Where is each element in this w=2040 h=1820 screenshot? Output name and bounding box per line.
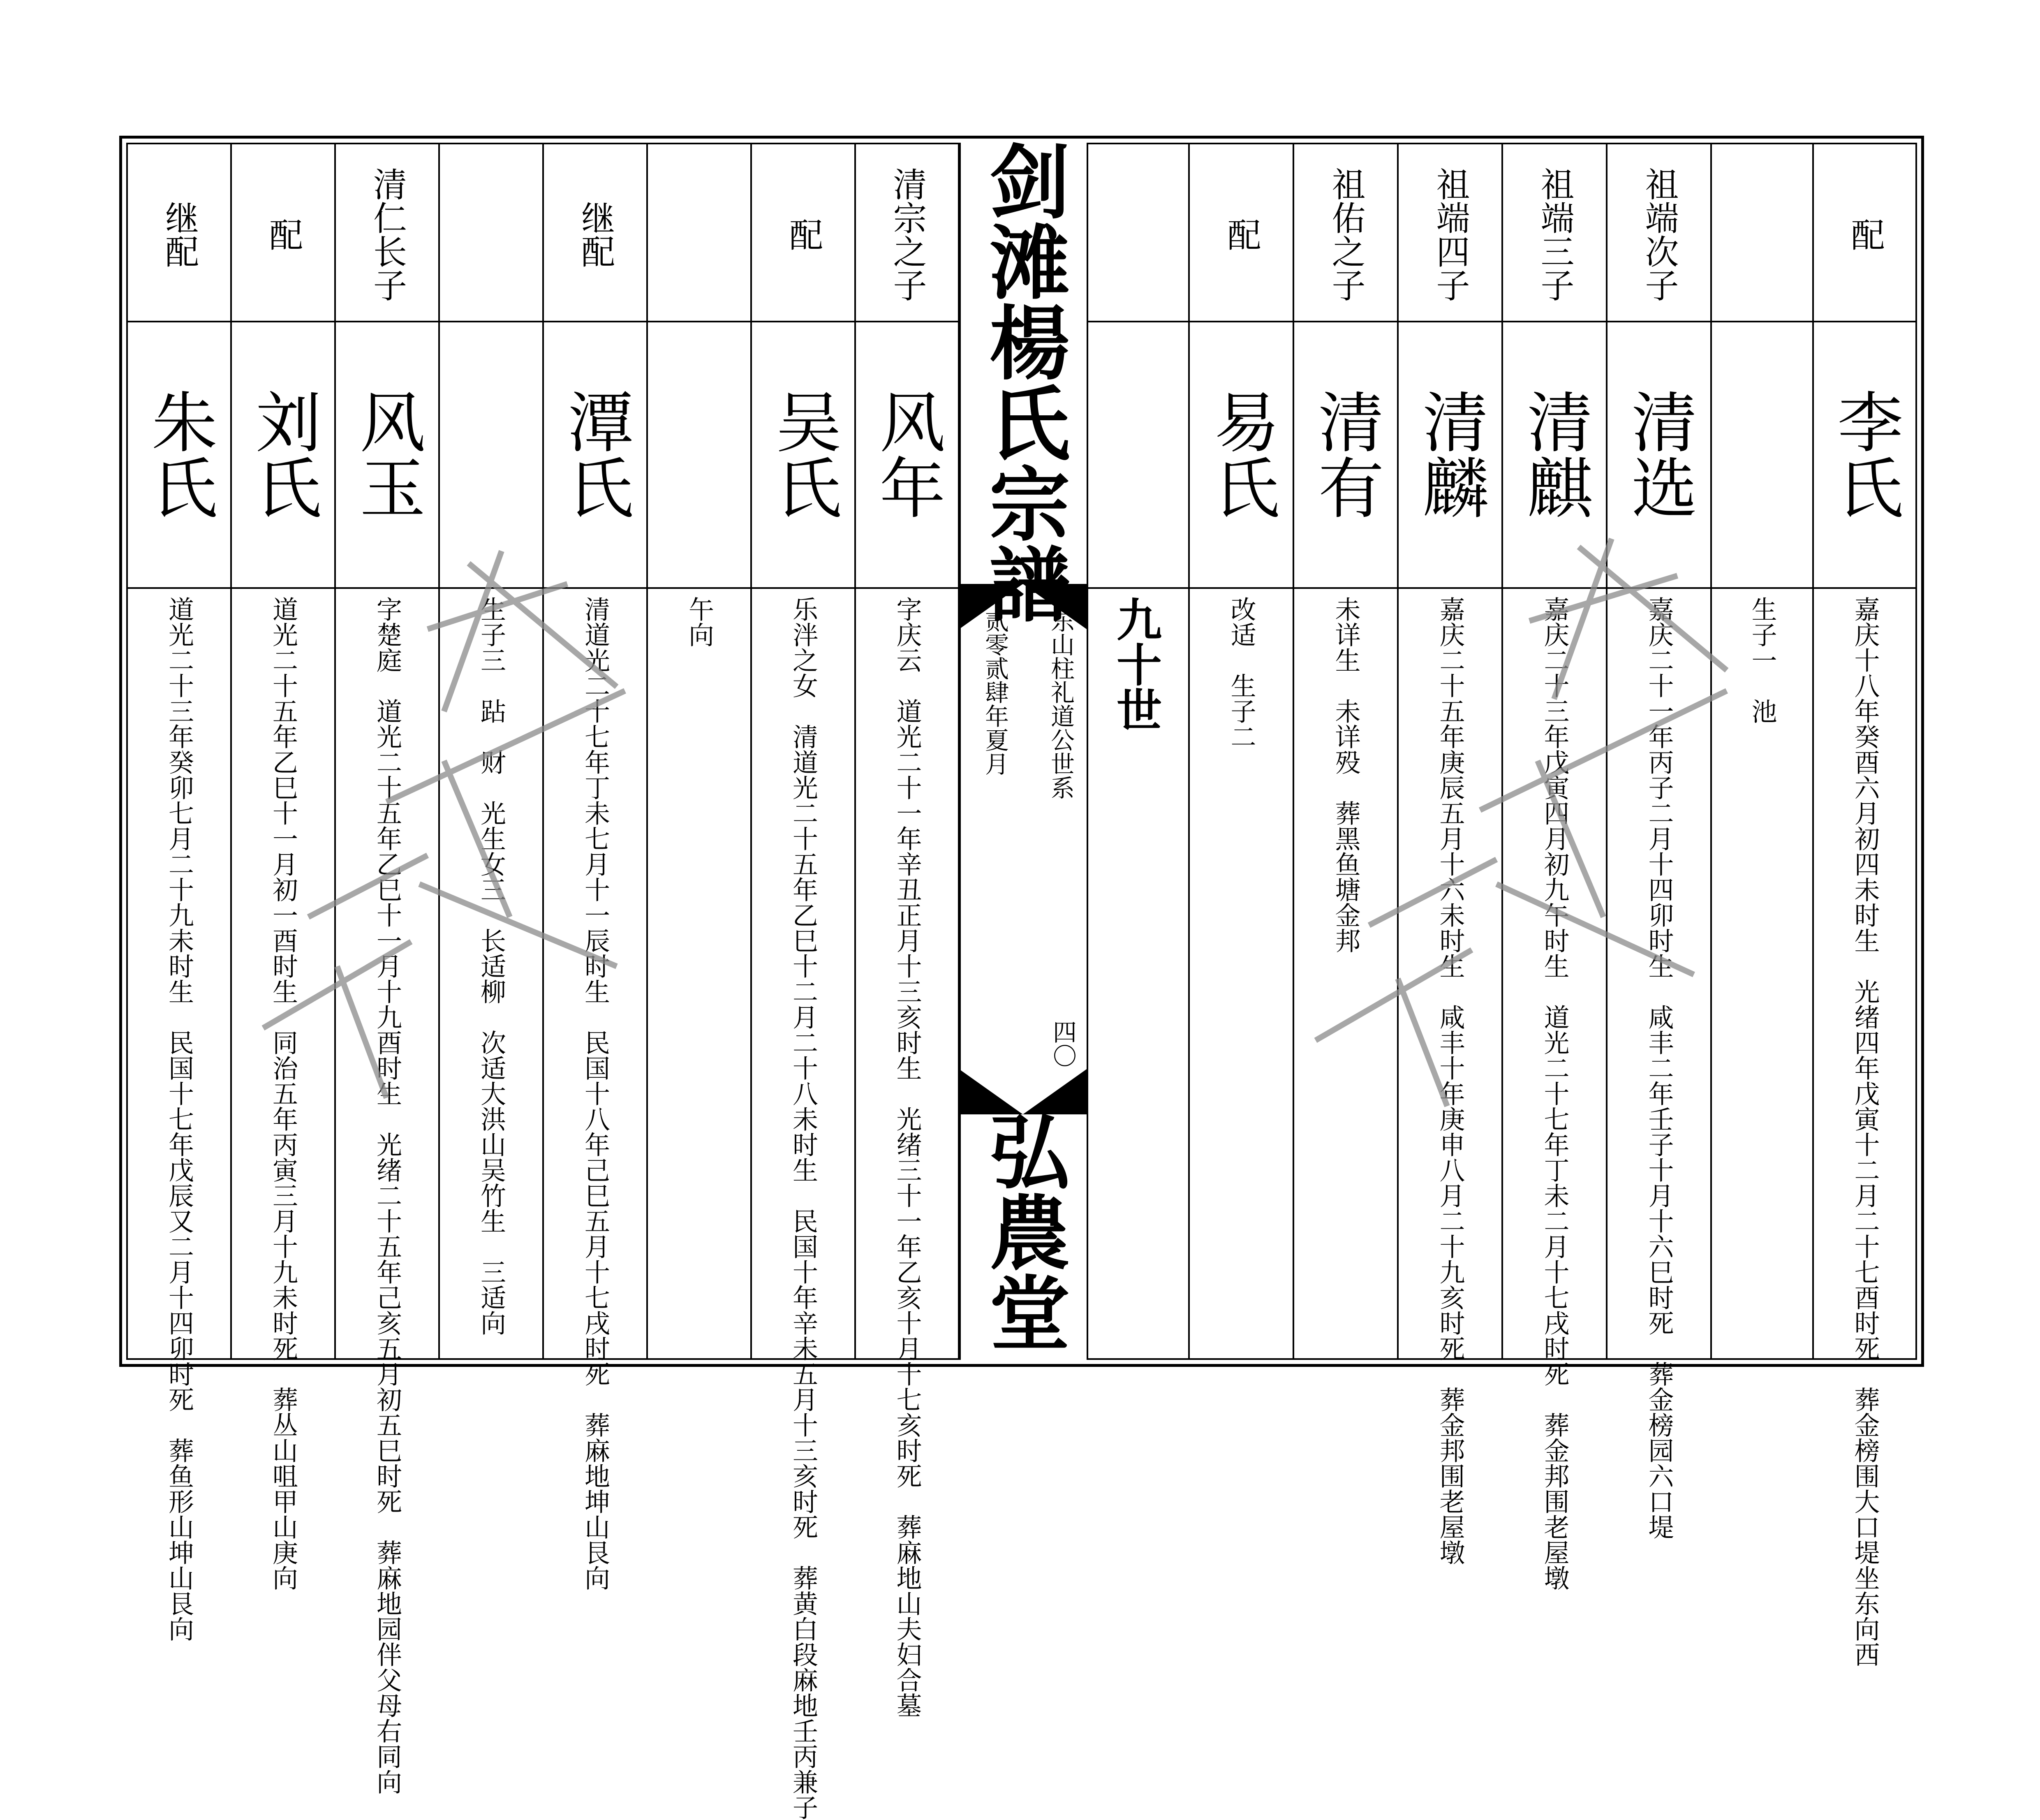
column-name: 清选 — [1620, 388, 1698, 520]
column-role — [1712, 148, 1812, 321]
column-role: 清仁长子 — [368, 167, 407, 302]
column-name: 李氏 — [1826, 388, 1904, 520]
spine-date: 贰零贰肆年夏月 — [981, 609, 1009, 776]
spine-branch: 东山柱礼道公世系 — [1047, 609, 1075, 799]
column-name: 清有 — [1307, 388, 1384, 520]
column-name: 风年 — [868, 388, 946, 520]
column-role — [648, 148, 750, 321]
column-role: 配 — [784, 218, 823, 251]
column-note: 生子三 跕 财 光生女三 长适柳 次适大洪山吴竹生 三适向 — [476, 596, 507, 1336]
column-name — [1088, 322, 1188, 586]
column-name: 刘氏 — [245, 388, 321, 520]
column-role: 祖端次子 — [1640, 167, 1679, 302]
watermark-left — [214, 514, 748, 1131]
column-note: 道光二十三年癸卯七月二十九未时生 民国十七年戊辰又二月十四卯时死 葬鱼形山坤山艮向 — [164, 596, 194, 1642]
column-note: 嘉庆二十一年丙子二月十四卯时生 咸丰二年壬子十月十六巳时死 葬金榜园六口堤 — [1644, 596, 1674, 1540]
column-name: 吴氏 — [765, 388, 842, 520]
column-name: 朱氏 — [141, 388, 217, 520]
generation-label: 九十世 — [1109, 596, 1162, 732]
column-note: 乐泮之女 清道光二十五年乙巳十二月二十八未时生 民国十年辛未五月十三亥时死 葬黄白段麻地壬丙兼子 — [788, 596, 819, 1820]
column-note: 道光二十五年乙巳十一月初一酉时生 同治五年丙寅三月十九未时死 葬丛山咀甲山庚向 — [268, 596, 298, 1591]
column-role: 清宗之子 — [888, 167, 927, 302]
column-note: 午向 — [684, 596, 715, 647]
column-name: 易氏 — [1203, 388, 1280, 520]
column-note: 清道光二十七年丁未七月十一辰时生 民国十八年己巳五月十七戌时死 葬麻地坤山艮向 — [580, 596, 611, 1591]
column-role: 配 — [264, 218, 303, 251]
column-role: 祖端三子 — [1535, 167, 1574, 302]
column-note: 嘉庆十八年癸酉六月初四未时生 光绪四年戊寅十二月二十七酉时死 葬金榜围大口堤坐东向西 — [1850, 596, 1880, 1667]
watermark-right — [1266, 514, 1801, 1131]
fish-tail-bottom-ornament — [959, 1069, 1087, 1114]
column-name: 潭氏 — [557, 388, 634, 520]
column-role — [440, 148, 542, 321]
column-role: 配 — [1222, 218, 1261, 251]
spine-title: 剑滩楊氏宗譜 — [976, 140, 1071, 623]
column-role — [1088, 148, 1188, 321]
column-note: 生子一 池 — [1747, 596, 1777, 724]
spine-hall-name: 弘農堂 — [976, 1110, 1071, 1352]
column-role: 祖端四子 — [1431, 167, 1470, 302]
column-name: 清麒 — [1516, 388, 1593, 520]
column-role: 继配 — [576, 201, 615, 268]
column-note: 改适 生子二 — [1226, 596, 1256, 749]
column-note: 未详生 未详殁 葬黑鱼塘金邦 — [1331, 596, 1361, 953]
column-name: 清麟 — [1411, 388, 1489, 520]
column-role: 祖佑之子 — [1326, 167, 1365, 302]
column-name: 风玉 — [349, 388, 426, 520]
column-note: 嘉庆二十三年戊寅四月初九午时生 道光二十七年丁未二月十七戌时死 葬金邦围老屋墩 — [1540, 596, 1570, 1591]
column-note: 字楚庭 道光二十五年乙巳十一月十九酉时生 光绪二十五年己亥五月初五巳时死 葬麻地园伴父母右同向 — [372, 596, 402, 1795]
column-note: 字庆云 道光二十一年辛丑正月十三亥时生 光绪三十一年乙亥十月十七亥时死 葬麻地山夫妇合墓 — [892, 596, 922, 1718]
spine-page-number: 四〇 — [1049, 1020, 1077, 1067]
column-role: 继配 — [160, 201, 199, 268]
column-note: 嘉庆二十五年庚辰五月十六未时生 咸丰十年庚申八月二十九亥时死 葬金邦围老屋墩 — [1435, 596, 1465, 1565]
column-role: 配 — [1846, 218, 1885, 251]
